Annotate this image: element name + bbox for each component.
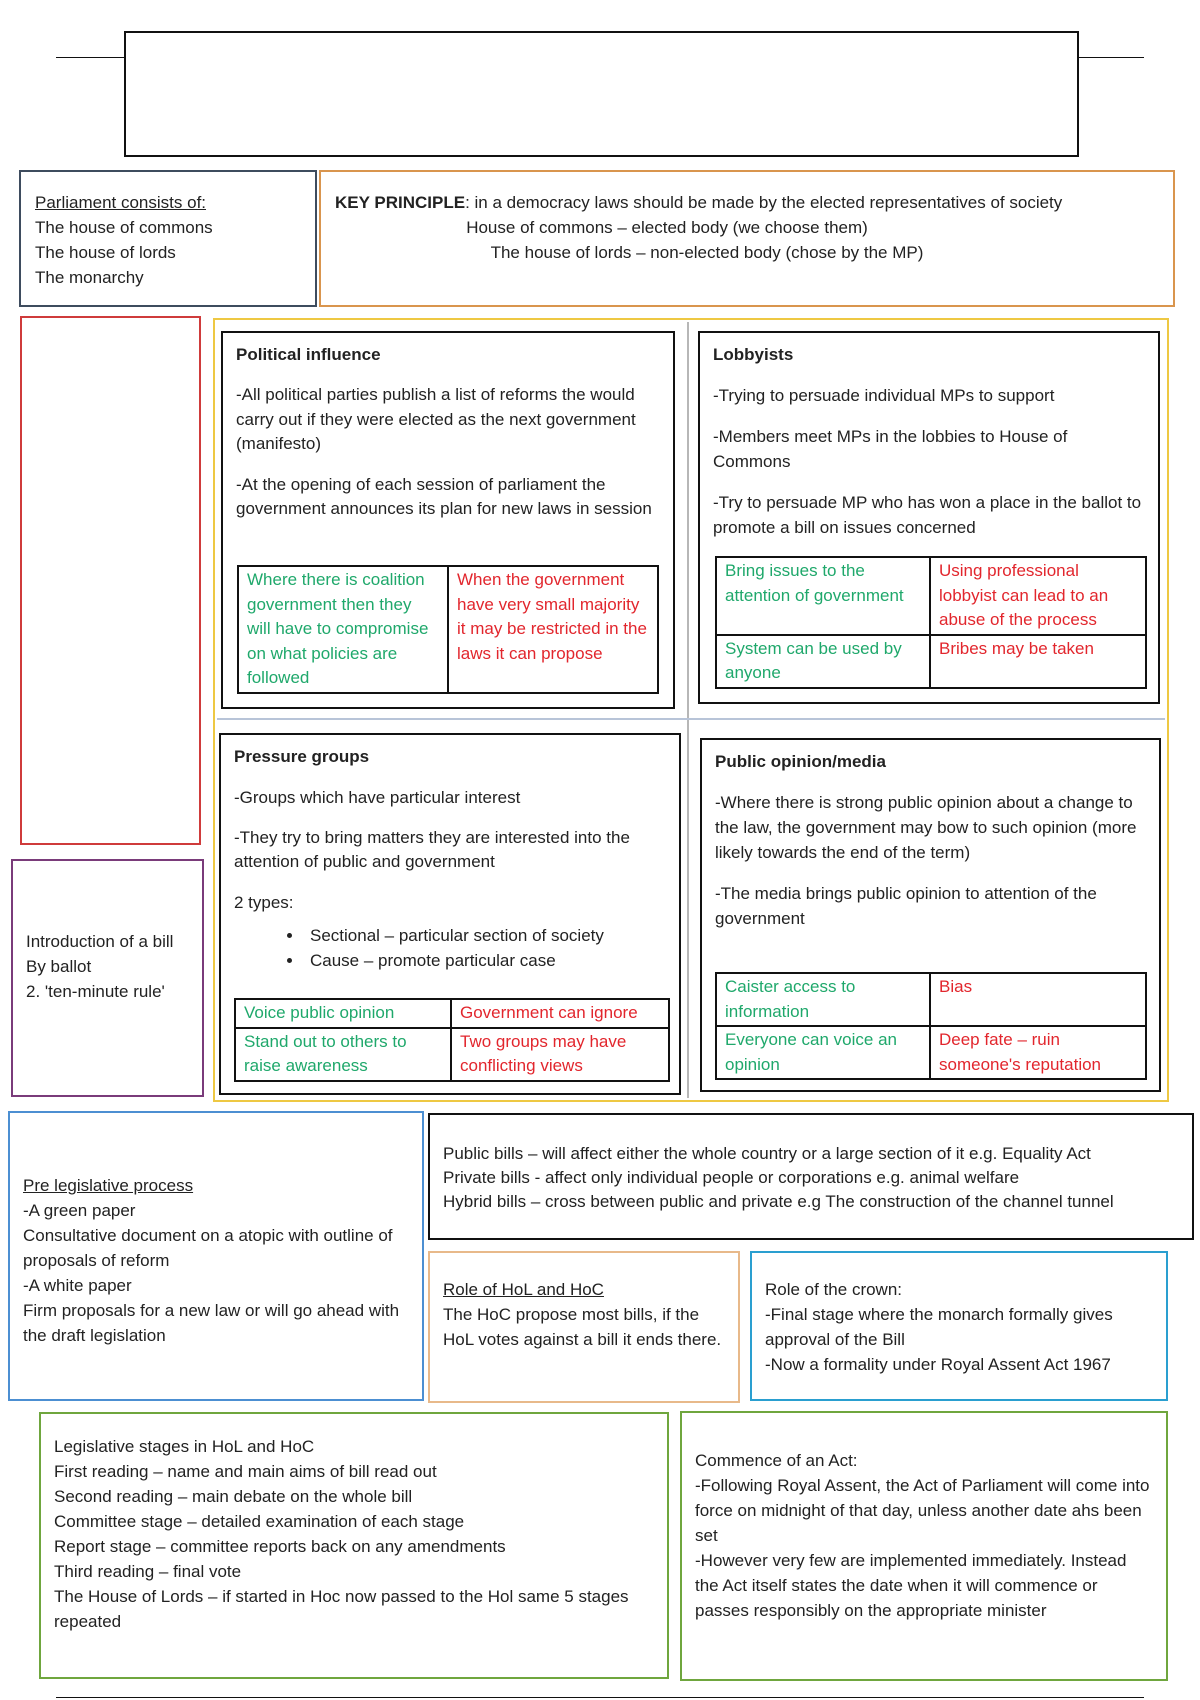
legislative-stage-second-reading: Second reading – main debate on the whole bill xyxy=(54,1487,413,1506)
pressure-groups-para1: -Groups which have particular interest xyxy=(234,788,521,807)
lobbyists-pro1: Bring issues to the attention of government xyxy=(716,557,930,635)
lobbyists-con1: Using professional lobbyist can lead to an abuse of the process xyxy=(930,557,1146,635)
pre-legislative-box xyxy=(8,1111,424,1401)
bill-types-public: Public bills – will affect either the whole country or a large section of it e.g. Equality Act xyxy=(443,1144,1091,1163)
commence-act-para1: -Following Royal Assent, the Act of Parliament will come into force on midnight of that day, unless another date ahs been set xyxy=(695,1476,1150,1545)
role-hol-hoc-text: The HoC propose most bills, if the HoL votes against a bill it ends there. xyxy=(443,1305,722,1349)
political-influence-para1: -All political parties publish a list of reforms the would carry out if they were elected as the next government (manifesto) xyxy=(236,385,636,453)
pressure-groups-box xyxy=(219,733,681,1095)
pressure-groups-title: Pressure groups xyxy=(234,747,370,766)
title-box xyxy=(124,31,1079,157)
political-influence-con: When the government have very small majority it may be restricted in the laws it can propose xyxy=(448,566,658,693)
public-opinion-box xyxy=(700,738,1161,1092)
influences-divider-horizontal xyxy=(217,718,1165,720)
intro-bill-line2: By ballot xyxy=(26,957,92,976)
role-hol-hoc-box xyxy=(428,1251,740,1403)
parliament-item-commons: The house of commons xyxy=(35,218,213,237)
pressure-groups-para2: -They try to bring matters they are interested into the attention of public and government xyxy=(234,828,630,871)
empty-red-box xyxy=(20,316,201,845)
lobbyists-pro2: System can be used by anyone xyxy=(716,635,930,688)
key-principle-label: KEY PRINCIPLE xyxy=(335,193,466,212)
pressure-groups-pro2: Stand out to others to raise awareness xyxy=(235,1028,451,1081)
influences-divider-vertical xyxy=(687,322,689,1098)
parliament-heading: Parliament consists of: xyxy=(35,193,207,212)
role-crown-box xyxy=(750,1251,1168,1401)
legislative-stages-box xyxy=(39,1412,669,1679)
public-opinion-para1: -Where there is strong public opinion about a change to the law, the government may bow to such opinion (more likely towards the end of the term) xyxy=(715,793,1137,862)
lobbyists-box xyxy=(698,331,1160,704)
bill-types-private: Private bills - affect only individual people or corporations e.g. animal welfare xyxy=(443,1168,1020,1187)
pre-legislative-line3: -A white paper xyxy=(23,1276,132,1295)
legislative-stages-heading: Legislative stages in HoL and HoC xyxy=(54,1437,315,1456)
parliament-item-monarchy: The monarchy xyxy=(35,268,144,287)
legislative-stage-first-reading: First reading – name and main aims of bill read out xyxy=(54,1462,437,1481)
intro-bill-line1: Introduction of a bill xyxy=(26,932,174,951)
legislative-stage-house-of-lords: The House of Lords – if started in Hoc now passed to the Hol same 5 stages repeated xyxy=(54,1587,629,1631)
pressure-groups-procon-table xyxy=(234,998,670,1082)
commence-act-para2: -However very few are implemented immediately. Instead the Act itself states the date when it will commence or passes responsibly on the appropriate minister xyxy=(695,1551,1127,1620)
legislative-stage-committee: Committee stage – detailed examination of each stage xyxy=(54,1512,465,1531)
pre-legislative-line1: -A green paper xyxy=(23,1201,136,1220)
pre-legislative-heading: Pre legislative process xyxy=(23,1176,194,1195)
public-opinion-title: Public opinion/media xyxy=(715,752,886,771)
bottom-rule xyxy=(56,1697,1144,1698)
pressure-groups-types-label: 2 types: xyxy=(234,893,294,912)
political-influence-box xyxy=(221,331,675,709)
pressure-groups-bullet-sectional: • Sectional – particular section of society xyxy=(304,923,666,948)
lobbyists-para3: -Try to persuade MP who has won a place in the ballot to promote a bill on issues concerned xyxy=(713,493,1142,537)
lobbyists-con2: Bribes may be taken xyxy=(930,635,1146,688)
public-opinion-con2: Deep fate – ruin someone's reputation xyxy=(930,1026,1146,1079)
public-opinion-con1: Bias xyxy=(930,973,1146,1026)
political-influence-pro: Where there is coalition government then they will have to compromise on what policies are followed xyxy=(238,566,448,693)
bill-types-hybrid: Hybrid bills – cross between public and private e.g The construction of the channel tunnel xyxy=(443,1192,1114,1211)
legislative-stage-third-reading: Third reading – final vote xyxy=(54,1562,242,1581)
lobbyists-para1: -Trying to persuade individual MPs to support xyxy=(713,386,1055,405)
pressure-groups-bullet-cause: • Cause – promote particular case xyxy=(304,948,666,973)
lobbyists-title: Lobbyists xyxy=(713,345,794,364)
lobbyists-para2: -Members meet MPs in the lobbies to House of Commons xyxy=(713,427,1068,471)
title-rule-left xyxy=(56,57,126,58)
key-principle-box xyxy=(319,170,1175,307)
parliament-box xyxy=(19,170,317,307)
commence-act-box xyxy=(680,1411,1168,1681)
role-crown-line1: -Final stage where the monarch formally gives approval of the Bill xyxy=(765,1305,1113,1349)
key-principle-lords: The house of lords – non-elected body (chose by the MP) xyxy=(490,243,924,262)
key-principle-commons: House of commons – elected body (we choose them) xyxy=(466,218,868,237)
public-opinion-pro2: Everyone can voice an opinion xyxy=(716,1026,930,1079)
parliament-item-lords: The house of lords xyxy=(35,243,176,262)
legislative-stage-report: Report stage – committee reports back on any amendments xyxy=(54,1537,506,1556)
political-influence-procon-table xyxy=(237,565,659,694)
pressure-groups-con1: Government can ignore xyxy=(451,999,669,1028)
role-crown-line2: -Now a formality under Royal Assent Act 1967 xyxy=(765,1355,1111,1374)
role-hol-hoc-heading: Role of HoL and HoC xyxy=(443,1280,604,1299)
public-opinion-pro1: Caister access to information xyxy=(716,973,930,1026)
title-rule-right xyxy=(1078,57,1144,58)
pre-legislative-line2: Consultative document on a atopic with outline of proposals of reform xyxy=(23,1226,393,1270)
pre-legislative-line4: Firm proposals for a new law or will go ahead with the draft legislation xyxy=(23,1301,400,1345)
public-opinion-para2: -The media brings public opinion to attention of the government xyxy=(715,884,1097,928)
political-influence-title: Political influence xyxy=(236,345,381,364)
intro-bill-box xyxy=(11,859,204,1097)
pressure-groups-bullets xyxy=(234,923,666,973)
key-principle-text: : in a democracy laws should be made by the elected representatives of society xyxy=(465,193,1063,212)
political-influence-para2: -At the opening of each session of parliament the government announces its plan for new laws in session xyxy=(236,474,652,518)
commence-act-heading: Commence of an Act: xyxy=(695,1451,858,1470)
role-crown-heading: Role of the crown: xyxy=(765,1280,903,1299)
bill-types-box xyxy=(428,1113,1194,1240)
pressure-groups-con2: Two groups may have conflicting views xyxy=(451,1028,669,1081)
lobbyists-procon-table xyxy=(715,556,1147,689)
pressure-groups-pro1: Voice public opinion xyxy=(235,999,451,1028)
intro-bill-line3: 2. 'ten-minute rule' xyxy=(26,982,165,1001)
public-opinion-procon-table xyxy=(715,972,1147,1080)
